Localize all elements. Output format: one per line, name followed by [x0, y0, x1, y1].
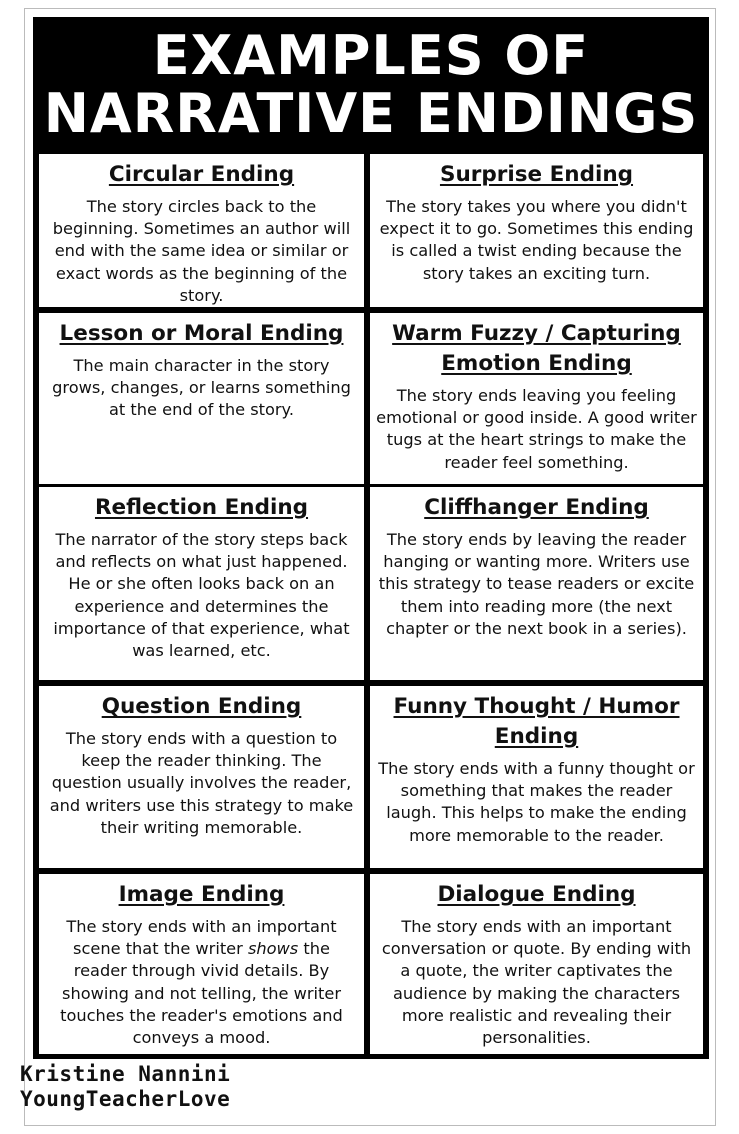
reflection-ending-heading: Reflection Ending — [94, 495, 309, 520]
title-bar — [33, 17, 709, 153]
cell-reflection-ending — [39, 487, 364, 680]
cell-lesson-ending — [39, 313, 364, 484]
lesson-ending-heading: Lesson or Moral Ending — [59, 321, 344, 346]
dialogue-ending-heading: Dialogue Ending — [437, 882, 636, 907]
question-ending-heading: Question Ending — [101, 694, 302, 719]
cliffhanger-ending-heading: Cliffhanger Ending — [424, 495, 649, 520]
credit-author: Kristine Nannini — [20, 1062, 231, 1086]
credit-site: YoungTeacherLove — [20, 1087, 231, 1111]
dialogue-ending-text: The story ends with an important conversation or quote. By ending with a quote, the writer captivates the audience by making the characters more realistic and revealing their personalities. — [381, 917, 692, 1048]
lesson-ending-text: The main character in the story grows, changes, or learns something at the end of the story. — [52, 356, 351, 420]
cell-dialogue-ending — [370, 874, 703, 1054]
funny-thought-ending-heading: Funny Thought / Humor Ending — [393, 694, 680, 749]
image-ending-text-after: the reader through vivid details. By showing and not telling, the writer touches the reader's emotions and conveys a mood. — [60, 939, 343, 1048]
reflection-ending-text: The narrator of the story steps back and reflects on what just happened. He or she often looks back on an experience and determines the importance of that experience, what was learned, etc. — [53, 530, 350, 661]
warm-fuzzy-ending-heading: Warm Fuzzy / Capturing Emotion Ending — [392, 321, 681, 376]
cell-image-ending — [39, 874, 364, 1054]
cell-funny-thought-ending — [370, 686, 703, 868]
surprise-ending-text: The story takes you where you didn't expect it to go. Sometimes this ending is called a twist ending because the story takes an exciting turn. — [379, 197, 694, 283]
image-ending-text-before: The story ends with an important scene that the writer — [66, 917, 337, 959]
cell-surprise-ending — [370, 154, 703, 307]
surprise-ending-heading: Surprise Ending — [439, 162, 634, 187]
image-ending-text — [45, 916, 358, 1049]
credit — [20, 1062, 230, 1112]
cell-circular-ending — [39, 154, 364, 307]
image-ending-heading: Image Ending — [118, 882, 285, 907]
cliffhanger-ending-text: The story ends by leaving the reader hanging or wanting more. Writers use this strategy to tease readers or excite them into reading more (the next chapter or the next book in a series). — [378, 530, 695, 638]
circular-ending-text: The story circles back to the beginning. Sometimes an author will end with the same idea or similar or exact words as the beginning of the story. — [52, 197, 351, 305]
poster — [33, 17, 709, 1059]
cell-question-ending — [39, 686, 364, 868]
cell-warm-fuzzy-ending — [370, 313, 703, 484]
question-ending-text: The story ends with a question to keep the reader thinking. The question usually involves the reader, and writers use this strategy to make their writing memorable. — [49, 729, 354, 837]
title-line-1: EXAMPLES OF — [152, 24, 590, 87]
funny-thought-ending-text: The story ends with a funny thought or something that makes the reader laugh. This helps to make the ending more memorable to the reader. — [378, 759, 695, 845]
cell-cliffhanger-ending — [370, 487, 703, 680]
image-ending-text-emphasis: shows — [247, 939, 299, 959]
title-line-2: NARRATIVE ENDINGS — [43, 82, 699, 145]
circular-ending-heading: Circular Ending — [108, 162, 295, 187]
warm-fuzzy-ending-text: The story ends leaving you feeling emotional or good inside. A good writer tugs at the heart strings to make the reader feel something. — [376, 386, 697, 472]
